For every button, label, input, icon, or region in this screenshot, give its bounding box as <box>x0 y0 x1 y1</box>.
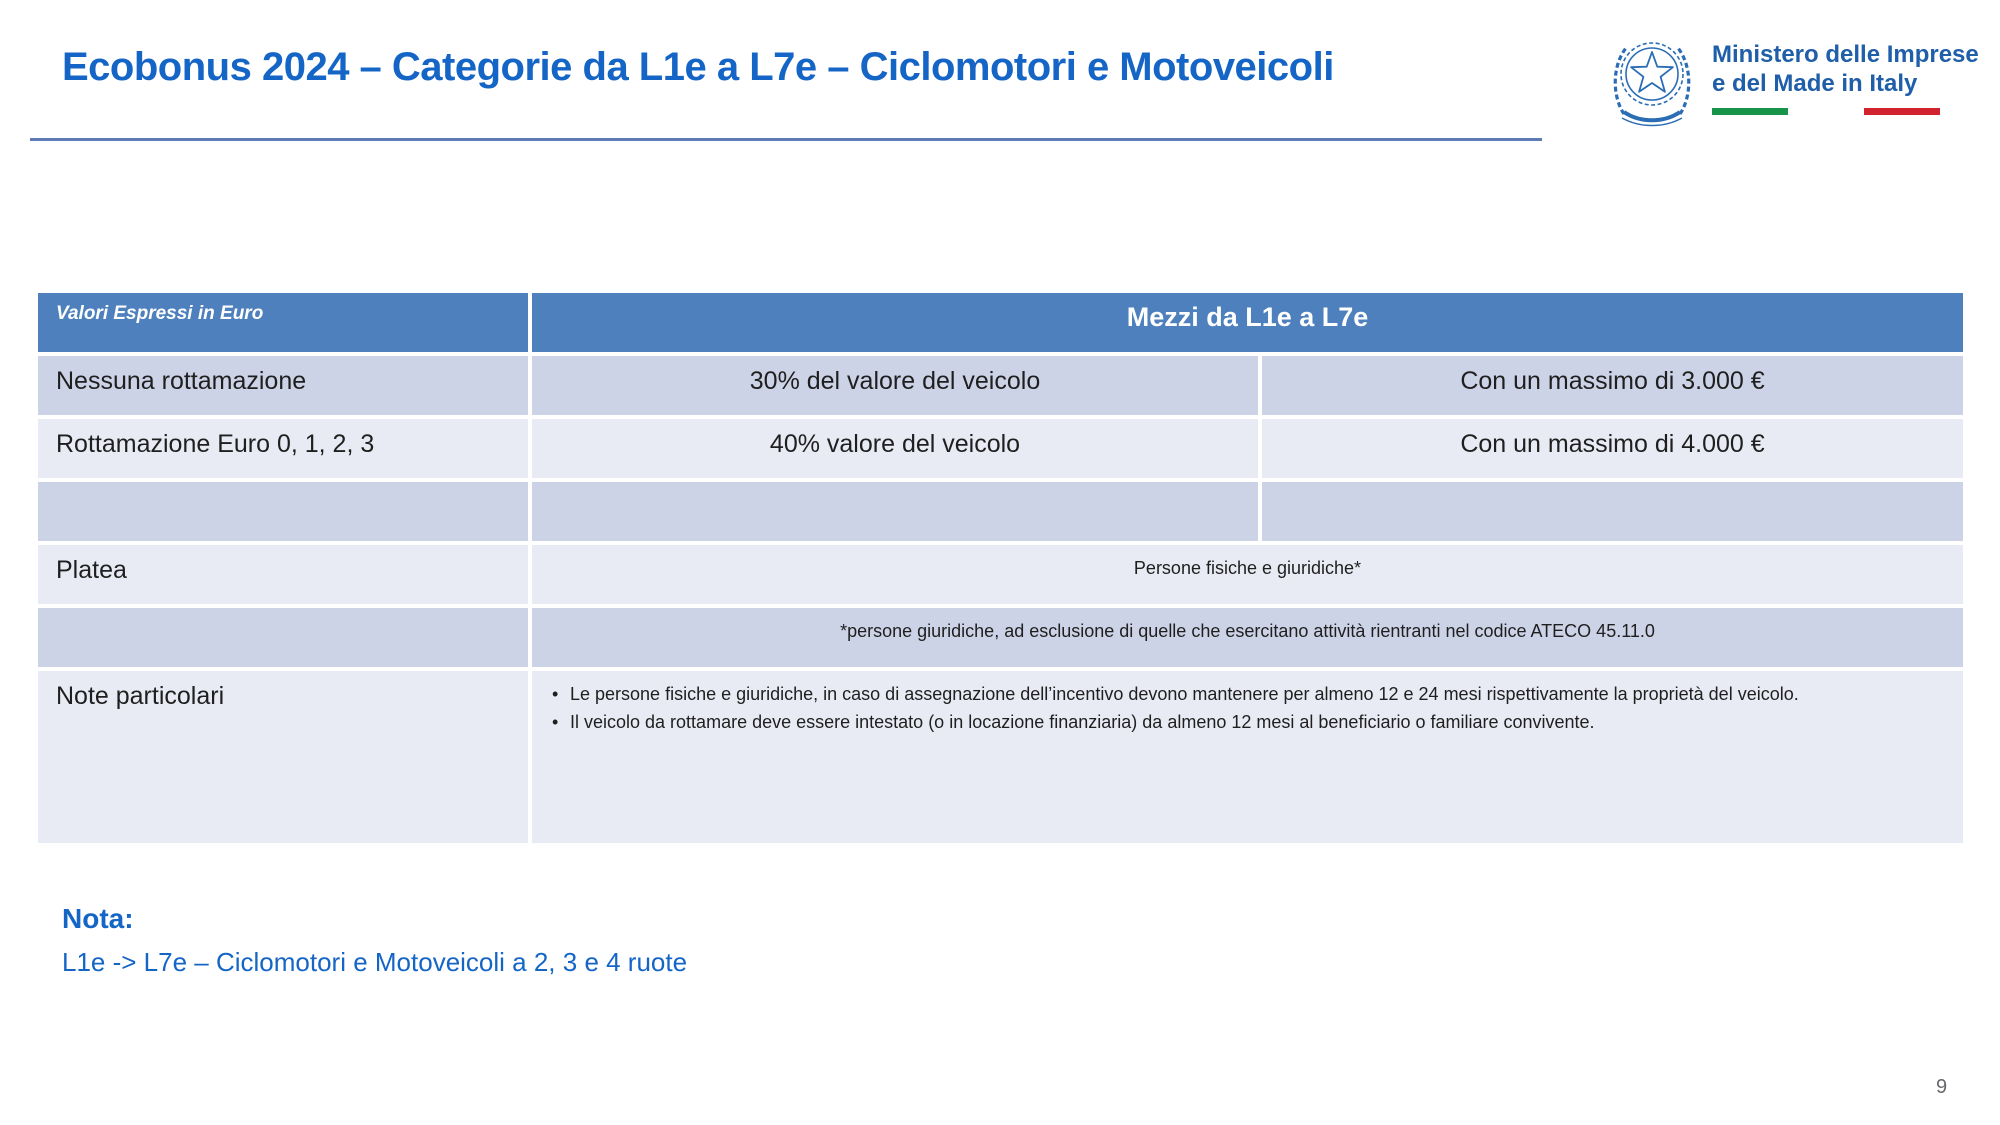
empty-cell <box>1262 482 1963 541</box>
table-row-footnote <box>38 608 1963 667</box>
row-value-platea: Persone fisiche e giuridiche* <box>532 545 1963 604</box>
table-header-row <box>38 293 1963 352</box>
ministry-name-line1: Ministero delle Imprese <box>1712 41 1979 68</box>
incentive-table <box>38 293 1963 847</box>
table-row-scrappage <box>38 419 1963 478</box>
row-label-scrappage: Rottamazione Euro 0, 1, 2, 3 <box>38 419 528 478</box>
page-number: 9 <box>1936 1076 1948 1098</box>
row-value-no-scrappage-max: Con un massimo di 3.000 € <box>1262 356 1963 415</box>
empty-cell <box>38 608 528 667</box>
special-note-item: • Il veicolo da rottamare deve essere intestato (o in locazione finanziaria) da almeno 12 mesi al beneficiario o familiare convivente. <box>546 708 1943 736</box>
table-row-no-scrappage <box>38 356 1963 415</box>
table-row-empty <box>38 482 1963 541</box>
ministry-name-line2: e del Made in Italy <box>1712 70 1918 97</box>
row-label-platea: Platea <box>38 545 528 604</box>
bottom-note-title: Nota: <box>62 903 134 934</box>
row-value-no-scrappage-percent: 30% del valore del veicolo <box>532 356 1258 415</box>
row-value-scrappage-percent: 40% valore del veicolo <box>532 419 1258 478</box>
ministry-name <box>1712 40 1979 98</box>
empty-cell <box>532 482 1258 541</box>
bottom-note <box>62 903 687 978</box>
special-note-item: • Le persone fisiche e giuridiche, in caso di assegnazione dell’incentivo devono mantenere per almeno 12 e 24 mesi rispettivamente la proprietà del veicolo. <box>546 680 1943 708</box>
italy-emblem-icon <box>1610 28 1694 128</box>
special-notes-list <box>546 680 1943 736</box>
empty-cell <box>38 482 528 541</box>
row-label-special-notes: Note particolari <box>38 671 528 843</box>
row-label-no-scrappage: Nessuna rottamazione <box>38 356 528 415</box>
page-title: Ecobonus 2024 – Categorie da L1e a L7e – Ciclomotori e Motoveicoli <box>62 45 1334 89</box>
ministry-logo <box>1610 24 1979 134</box>
flag-green-bar <box>1712 108 1788 115</box>
row-value-footnote: *persone giuridiche, ad esclusione di quelle che esercitano attività rientranti nel codice ATECO 45.11.0 <box>532 608 1963 667</box>
header-cell-values-in-euro: Valori Espressi in Euro <box>38 293 528 352</box>
table-row-platea <box>38 545 1963 604</box>
bottom-note-text: L1e -> L7e – Ciclomotori e Motoveicoli a 2, 3 e 4 ruote <box>62 947 688 977</box>
header-cell-vehicle-category: Mezzi da L1e a L7e <box>532 293 1963 352</box>
flag-red-bar <box>1864 108 1940 115</box>
row-value-special-notes <box>532 671 1963 843</box>
table-row-special-notes <box>38 671 1963 843</box>
italy-flag-bars <box>1712 108 1942 116</box>
row-value-scrappage-max: Con un massimo di 4.000 € <box>1262 419 1963 478</box>
title-underline <box>30 138 1542 141</box>
